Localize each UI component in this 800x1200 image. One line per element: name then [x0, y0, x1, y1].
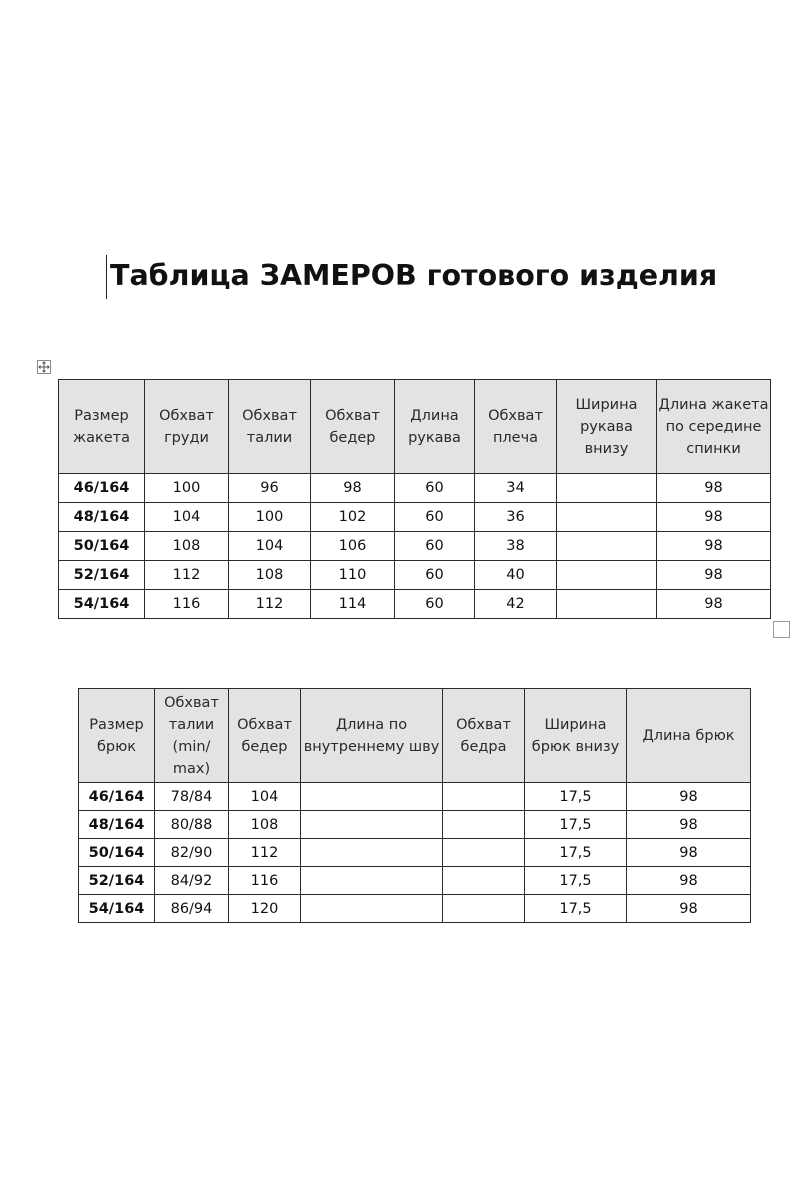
jacket-size-cell[interactable]: 54/164	[59, 590, 145, 619]
pants-size-cell[interactable]: 50/164	[79, 839, 155, 867]
jacket-value-cell[interactable]: 34	[475, 474, 557, 503]
jacket-value-cell[interactable]: 98	[657, 561, 771, 590]
pants-value-cell[interactable]	[301, 783, 443, 811]
pants-size-cell[interactable]: 48/164	[79, 811, 155, 839]
pants-table-row	[79, 895, 751, 923]
jacket-header-cell: Размер жакета	[59, 380, 145, 474]
pants-header-cell: Ширина брюк внизу	[525, 689, 627, 783]
pants-value-cell[interactable]	[443, 811, 525, 839]
jacket-value-cell[interactable]: 98	[311, 474, 395, 503]
jacket-value-cell[interactable]: 60	[395, 503, 475, 532]
jacket-header-cell: Обхват плеча	[475, 380, 557, 474]
jacket-value-cell[interactable]: 36	[475, 503, 557, 532]
pants-value-cell[interactable]: 120	[229, 895, 301, 923]
pants-table-body	[79, 783, 751, 923]
jacket-value-cell[interactable]: 104	[145, 503, 229, 532]
pants-table-row	[79, 783, 751, 811]
jacket-value-cell[interactable]: 60	[395, 561, 475, 590]
jacket-header-cell: Обхват груди	[145, 380, 229, 474]
pants-size-cell[interactable]: 52/164	[79, 867, 155, 895]
pants-value-cell[interactable]: 17,5	[525, 839, 627, 867]
jacket-value-cell[interactable]: 106	[311, 532, 395, 561]
pants-value-cell[interactable]	[301, 867, 443, 895]
pants-value-cell[interactable]: 17,5	[525, 811, 627, 839]
jacket-value-cell[interactable]: 42	[475, 590, 557, 619]
jacket-header-cell: Длина жакета по середине спинки	[657, 380, 771, 474]
jacket-value-cell[interactable]: 114	[311, 590, 395, 619]
pants-value-cell[interactable]: 17,5	[525, 895, 627, 923]
jacket-header-cell: Обхват талии	[229, 380, 311, 474]
pants-value-cell[interactable]	[443, 839, 525, 867]
jacket-size-cell[interactable]: 50/164	[59, 532, 145, 561]
jacket-value-cell[interactable]: 108	[229, 561, 311, 590]
jacket-value-cell[interactable]: 112	[145, 561, 229, 590]
pants-header-cell: Обхват бедер	[229, 689, 301, 783]
pants-value-cell[interactable]: 80/88	[155, 811, 229, 839]
pants-value-cell[interactable]: 98	[627, 867, 751, 895]
jacket-value-cell[interactable]	[557, 590, 657, 619]
pants-header-cell: Обхват бедра	[443, 689, 525, 783]
jacket-header-row	[59, 380, 771, 474]
pants-value-cell[interactable]: 84/92	[155, 867, 229, 895]
pants-value-cell[interactable]	[443, 783, 525, 811]
pants-header-cell: Размер брюк	[79, 689, 155, 783]
jacket-value-cell[interactable]: 60	[395, 474, 475, 503]
jacket-size-cell[interactable]: 48/164	[59, 503, 145, 532]
jacket-value-cell[interactable]: 60	[395, 532, 475, 561]
jacket-table-body	[59, 474, 771, 619]
jacket-value-cell[interactable]: 98	[657, 474, 771, 503]
table-resize-handle[interactable]	[773, 621, 790, 638]
pants-header-cell: Длина по внутреннему шву	[301, 689, 443, 783]
table-move-handle[interactable]	[37, 360, 51, 374]
pants-value-cell[interactable]: 116	[229, 867, 301, 895]
jacket-value-cell[interactable]: 98	[657, 590, 771, 619]
jacket-value-cell[interactable]: 40	[475, 561, 557, 590]
jacket-value-cell[interactable]: 96	[229, 474, 311, 503]
jacket-value-cell[interactable]: 104	[229, 532, 311, 561]
pants-value-cell[interactable]: 86/94	[155, 895, 229, 923]
pants-value-cell[interactable]	[443, 895, 525, 923]
pants-table-header	[79, 689, 751, 783]
jacket-table-row	[59, 561, 771, 590]
pants-value-cell[interactable]: 112	[229, 839, 301, 867]
pants-table-row	[79, 811, 751, 839]
jacket-size-cell[interactable]: 46/164	[59, 474, 145, 503]
pants-value-cell[interactable]: 108	[229, 811, 301, 839]
pants-header-cell: Длина брюк	[627, 689, 751, 783]
jacket-value-cell[interactable]: 108	[145, 532, 229, 561]
pants-value-cell[interactable]	[301, 895, 443, 923]
pants-value-cell[interactable]: 98	[627, 839, 751, 867]
pants-value-cell[interactable]: 17,5	[525, 867, 627, 895]
jacket-value-cell[interactable]: 110	[311, 561, 395, 590]
pants-value-cell[interactable]	[443, 867, 525, 895]
jacket-value-cell[interactable]: 60	[395, 590, 475, 619]
pants-size-table[interactable]	[78, 688, 751, 923]
jacket-value-cell[interactable]: 38	[475, 532, 557, 561]
jacket-value-cell[interactable]	[557, 474, 657, 503]
pants-value-cell[interactable]: 98	[627, 783, 751, 811]
pants-header-row	[79, 689, 751, 783]
page-title: Таблица ЗАМЕРОВ готового изделия	[110, 259, 718, 292]
jacket-table-header	[59, 380, 771, 474]
jacket-value-cell[interactable]	[557, 503, 657, 532]
move-arrows-icon	[38, 361, 50, 373]
jacket-value-cell[interactable]: 100	[229, 503, 311, 532]
pants-value-cell[interactable]: 17,5	[525, 783, 627, 811]
jacket-table-row	[59, 590, 771, 619]
text-cursor	[106, 255, 107, 299]
pants-value-cell[interactable]	[301, 839, 443, 867]
jacket-header-cell: Ширина рукава внизу	[557, 380, 657, 474]
jacket-header-cell: Обхват бедер	[311, 380, 395, 474]
jacket-size-cell[interactable]: 52/164	[59, 561, 145, 590]
jacket-value-cell[interactable]: 100	[145, 474, 229, 503]
pants-value-cell[interactable]: 78/84	[155, 783, 229, 811]
pants-table-row	[79, 839, 751, 867]
jacket-value-cell[interactable]	[557, 532, 657, 561]
pants-value-cell[interactable]: 98	[627, 811, 751, 839]
jacket-value-cell[interactable]: 98	[657, 532, 771, 561]
jacket-value-cell[interactable]: 116	[145, 590, 229, 619]
pants-size-cell[interactable]: 54/164	[79, 895, 155, 923]
pants-size-cell[interactable]: 46/164	[79, 783, 155, 811]
pants-value-cell[interactable]: 98	[627, 895, 751, 923]
pants-table-row	[79, 867, 751, 895]
pants-value-cell[interactable]: 82/90	[155, 839, 229, 867]
jacket-header-cell: Длина рукава	[395, 380, 475, 474]
jacket-size-table[interactable]	[58, 379, 771, 619]
pants-value-cell[interactable]: 104	[229, 783, 301, 811]
jacket-table-row	[59, 503, 771, 532]
jacket-value-cell[interactable]	[557, 561, 657, 590]
jacket-table-row	[59, 474, 771, 503]
jacket-value-cell[interactable]: 102	[311, 503, 395, 532]
jacket-value-cell[interactable]: 112	[229, 590, 311, 619]
jacket-table-row	[59, 532, 771, 561]
pants-header-cell: Обхват талии (min/ max)	[155, 689, 229, 783]
pants-value-cell[interactable]	[301, 811, 443, 839]
jacket-value-cell[interactable]: 98	[657, 503, 771, 532]
